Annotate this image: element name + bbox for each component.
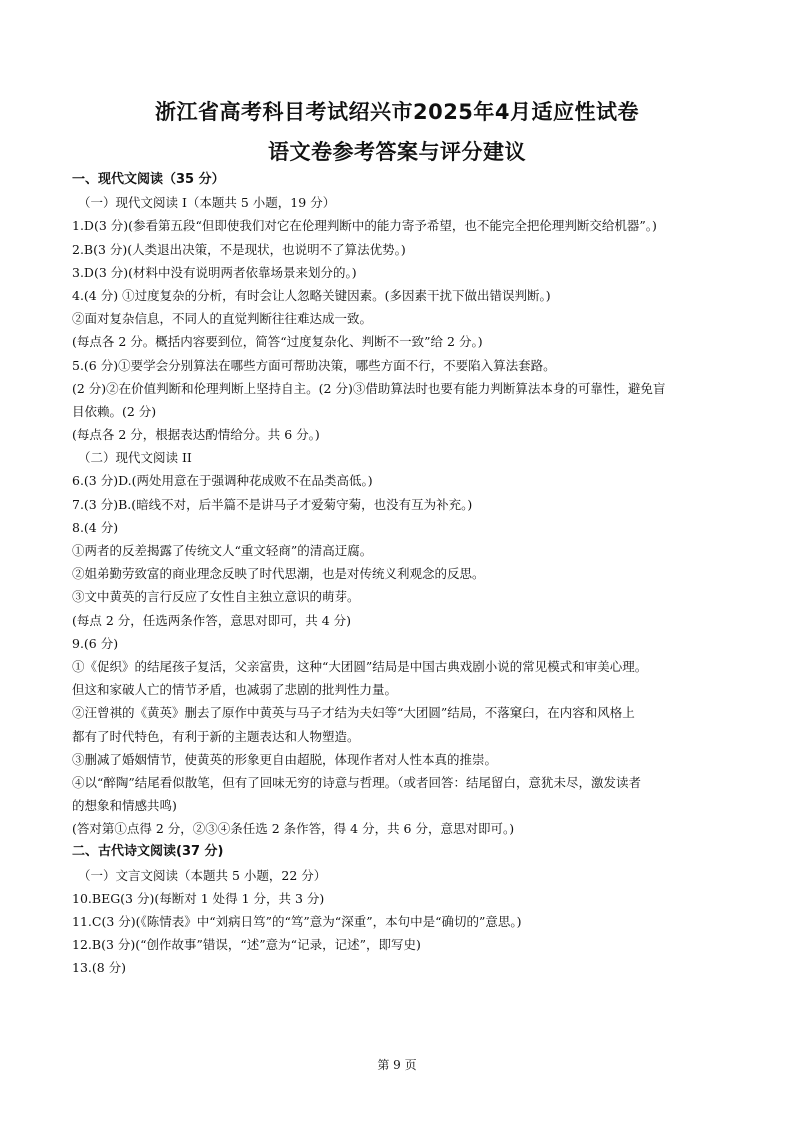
answer-line: 5.(6 分)①要学会分别算法在哪些方面可帮助决策，哪些方面不行，不要陷入算法套路。 <box>72 357 556 373</box>
page-number: 第 9 页 <box>377 1058 417 1072</box>
answer-line: 3.D(3 分)(材料中没有说明两者依靠场景来划分的。) <box>72 264 357 280</box>
answer-line: (答对第①点得 2 分，②③④条任选 2 条作答，得 4 分，共 6 分，意思对即可。) <box>72 821 515 837</box>
answer-line: 的想象和情感共鸣) <box>72 798 177 814</box>
section-heading-classical-reading: 二、古代诗文阅读(37 分) <box>72 844 224 860</box>
answer-line: (每点 2 分，任选两条作答，意思对即可，共 4 分) <box>72 612 352 628</box>
subsection-heading: （一）现代文阅读 I（本题共 5 小题，19 分） <box>78 195 336 211</box>
document-subtitle: 语文卷参考答案与评分建议 <box>268 140 526 164</box>
answer-line: 目依赖。(2 分) <box>72 403 157 419</box>
section-heading-modern-reading: 一、现代文阅读（35 分） <box>72 172 225 187</box>
answer-line: ①两者的反差揭露了传统文人“重文轻商”的清高迂腐。 <box>72 543 373 558</box>
answer-line: ②姐弟勤劳致富的商业理念反映了时代思潮，也是对传统义利观念的反思。 <box>72 566 485 582</box>
answer-content <box>72 168 724 980</box>
answer-line: 12.B(3 分)(“创作故事”错误，“述”意为“记录，记述”，即写史) <box>72 937 421 953</box>
answer-line: 4.(4 分) ①过度复杂的分析，有时会让人忽略关键因素。(多因素干扰下做出错误判断。) <box>72 287 551 303</box>
subsection-heading: （一）文言文阅读（本题共 5 小题，22 分） <box>78 867 327 883</box>
answer-line: 13.(8 分) <box>72 960 127 976</box>
answer-line: (2 分)②在价值判断和伦理判断上坚持自主。(2 分)③借助算法时也要有能力判断算法本身的可靠性，避免盲 <box>72 380 666 396</box>
answer-line: 2.B(3 分)(人类退出决策，不是现状，也说明不了算法优势。) <box>72 241 406 257</box>
answer-line: 11.C(3 分)(《陈情表》中“刘病日笃”的“笃”意为“深重”，本句中是“确切的”意思。) <box>72 914 522 929</box>
answer-line: (每点各 2 分。概括内容要到位，简答“过度复杂化、判断不一致”给 2 分。) <box>72 334 483 350</box>
answer-line: 8.(4 分) <box>72 519 119 535</box>
answer-line: 10.BEG(3 分)(每断对 1 处得 1 分，共 3 分) <box>72 890 325 906</box>
answer-line: 但这和家破人亡的情节矛盾，也减弱了悲剧的批判性力量。 <box>72 682 398 698</box>
answer-line: ②面对复杂信息，不同人的直觉判断往往难达成一致。 <box>72 311 373 327</box>
answer-line: ③文中黄英的言行反应了女性自主独立意识的萌芽。 <box>72 589 360 605</box>
answer-line: 7.(3 分)B.(暗线不对，后半篇不是讲马子才爱菊守菊，也没有互为补充。) <box>72 496 473 512</box>
document-title: 浙江省高考科目考试绍兴市2025年4月适应性试卷 <box>154 100 640 124</box>
answer-line: 9.(6 分) <box>72 635 119 651</box>
answer-line: ③删减了婚姻情节，使黄英的形象更自由超脱，体现作者对人性本真的推崇。 <box>72 751 498 767</box>
answer-line: 1.D(3 分)(参看第五段“但即使我们对它在伦理判断中的能力寄予希望，也不能完全把伦理判断交给机器”。) <box>72 218 657 234</box>
answer-line: ②汪曾祺的《黄英》删去了原作中黄英与马子才结为夫妇等“大团圆”结局，不落窠臼，在内容和风格上 <box>72 705 635 721</box>
answer-line: ④以“醉陶”结尾看似散笔，但有了回味无穷的诗意与哲理。（或者回答：结尾留白，意犹未尽，激发读者 <box>72 774 642 790</box>
answer-line: ①《促织》的结尾孩子复活，父亲富贵，这种“大团圆”结局是中国古典戏剧小说的常见模式和审美心理。 <box>72 658 648 674</box>
subsection-heading: （二）现代文阅读 II <box>78 450 192 466</box>
answer-line: (每点各 2 分，根据表达酌情给分。共 6 分。) <box>72 427 320 443</box>
answer-line: 都有了时代特色，有利于新的主题表达和人物塑造。 <box>72 728 360 744</box>
answer-line: 6.(3 分)D.(两处用意在于强调种花成败不在品类高低。) <box>72 473 373 489</box>
